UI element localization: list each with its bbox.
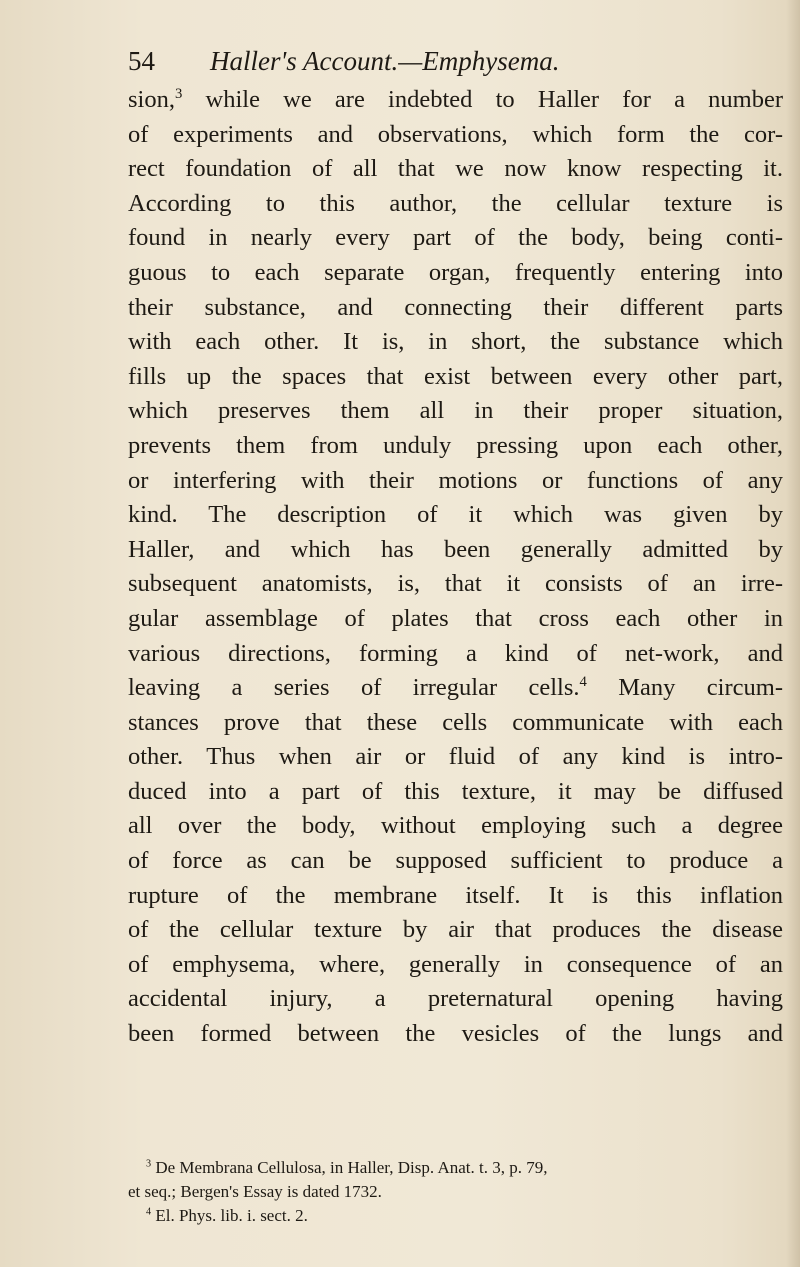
text-line-segment: been formed between the vesicles of the lungs and [128,1020,783,1048]
text-line-segment: found in nearly every part of the body, being conti- [128,224,783,252]
footnote-line [128,1156,783,1180]
text-line [128,671,783,706]
text-line-segment: guous to each separate organ, frequently entering into [128,258,783,286]
text-line-segment: fills up the spaces that exist between every other part, [128,362,783,390]
text-line [128,637,783,672]
text-line [128,982,783,1017]
page-header [128,44,648,78]
text-line-segment: sion, [128,86,175,113]
text-line [128,464,783,499]
text-line-segment: their substance, and connecting their different parts [128,293,783,321]
text-line [128,360,783,395]
text-line-segment: duced into a part of this texture, it may be diffused [128,777,783,805]
footnote-line [128,1180,783,1204]
text-line [128,602,783,637]
text-line [128,706,783,741]
text-line-segment: various directions, forming a kind of net-work, and [128,639,783,667]
text-line [128,394,783,429]
text-line-segment: of force as can be supposed sufficient to produce a [128,847,783,875]
text-line-segment: of the cellular texture by air that produces the disease [128,916,783,944]
text-line-segment: all over the body, without employing such a degree [128,812,783,840]
text-line [128,152,783,187]
text-line-segment: of emphysema, where, generally in consequence of an [128,950,783,978]
body-text [128,83,783,1052]
text-line [128,879,783,914]
text-line-segment: According to this author, the cellular texture is [128,189,783,217]
text-line-segment: Many circum- [586,674,783,702]
text-line [128,187,783,222]
footnotes [128,1156,783,1228]
text-line-segment: gular assemblage of plates that cross each other in [128,604,783,632]
text-line [128,429,783,464]
footnote-text: et seq.; Bergen's Essay is dated 1732. [128,1182,382,1201]
text-line [128,221,783,256]
footnote-reference: 4 [579,673,587,690]
page-edge-shadow [786,0,800,1267]
text-line [128,533,783,568]
text-line [128,775,783,810]
text-line-segment: with each other. It is, in short, the substance which [128,328,783,356]
text-line-segment: leaving a series of irregular cells. [128,674,580,702]
text-line-segment: while we are indebted to Haller for a number [182,86,783,113]
text-line [128,83,783,118]
text-line [128,844,783,879]
text-line-segment: rect foundation of all that we now know respecting it. [128,155,783,183]
text-line-segment: other. Thus when air or fluid of any kind is intro- [128,743,783,771]
text-line-segment: or interfering with their motions or functions of any [128,466,783,494]
text-line-segment: accidental injury, a preternatural opening having [128,985,783,1013]
text-line [128,291,783,326]
text-line-segment: prevents them from unduly pressing upon each other, [128,431,783,459]
footnote-mark: 4 [146,1206,152,1218]
text-line-segment: subsequent anatomists, is, that it consists of an irre- [128,570,783,598]
text-line [128,118,783,153]
text-line-segment: of experiments and observations, which form the cor- [128,120,783,148]
text-line [128,325,783,360]
text-line-segment: rupture of the membrane itself. It is this inflation [128,881,783,909]
text-line [128,913,783,948]
text-line [128,740,783,775]
page-number: 54 [128,46,155,76]
text-line-segment: stances prove that these cells communicate with each [128,708,783,736]
footnote-reference: 3 [174,85,183,102]
text-line-segment: Haller, and which has been generally admitted by [128,535,783,563]
footnote-mark: 3 [146,1158,152,1170]
text-line [128,567,783,602]
text-line-segment: which preserves them all in their proper situation, [128,397,783,425]
running-head: Haller's Account.—Emphysema. [210,46,560,76]
text-line [128,256,783,291]
footnote-line [128,1204,783,1228]
text-line [128,1017,783,1052]
text-line [128,809,783,844]
text-line-segment: kind. The description of it which was given by [128,501,783,529]
text-line [128,498,783,533]
footnote-text: El. Phys. lib. i. sect. 2. [151,1206,308,1225]
text-line [128,948,783,983]
footnote-text: De Membrana Cellulosa, in Haller, Disp. Anat. t. 3, p. 79, [151,1158,548,1177]
